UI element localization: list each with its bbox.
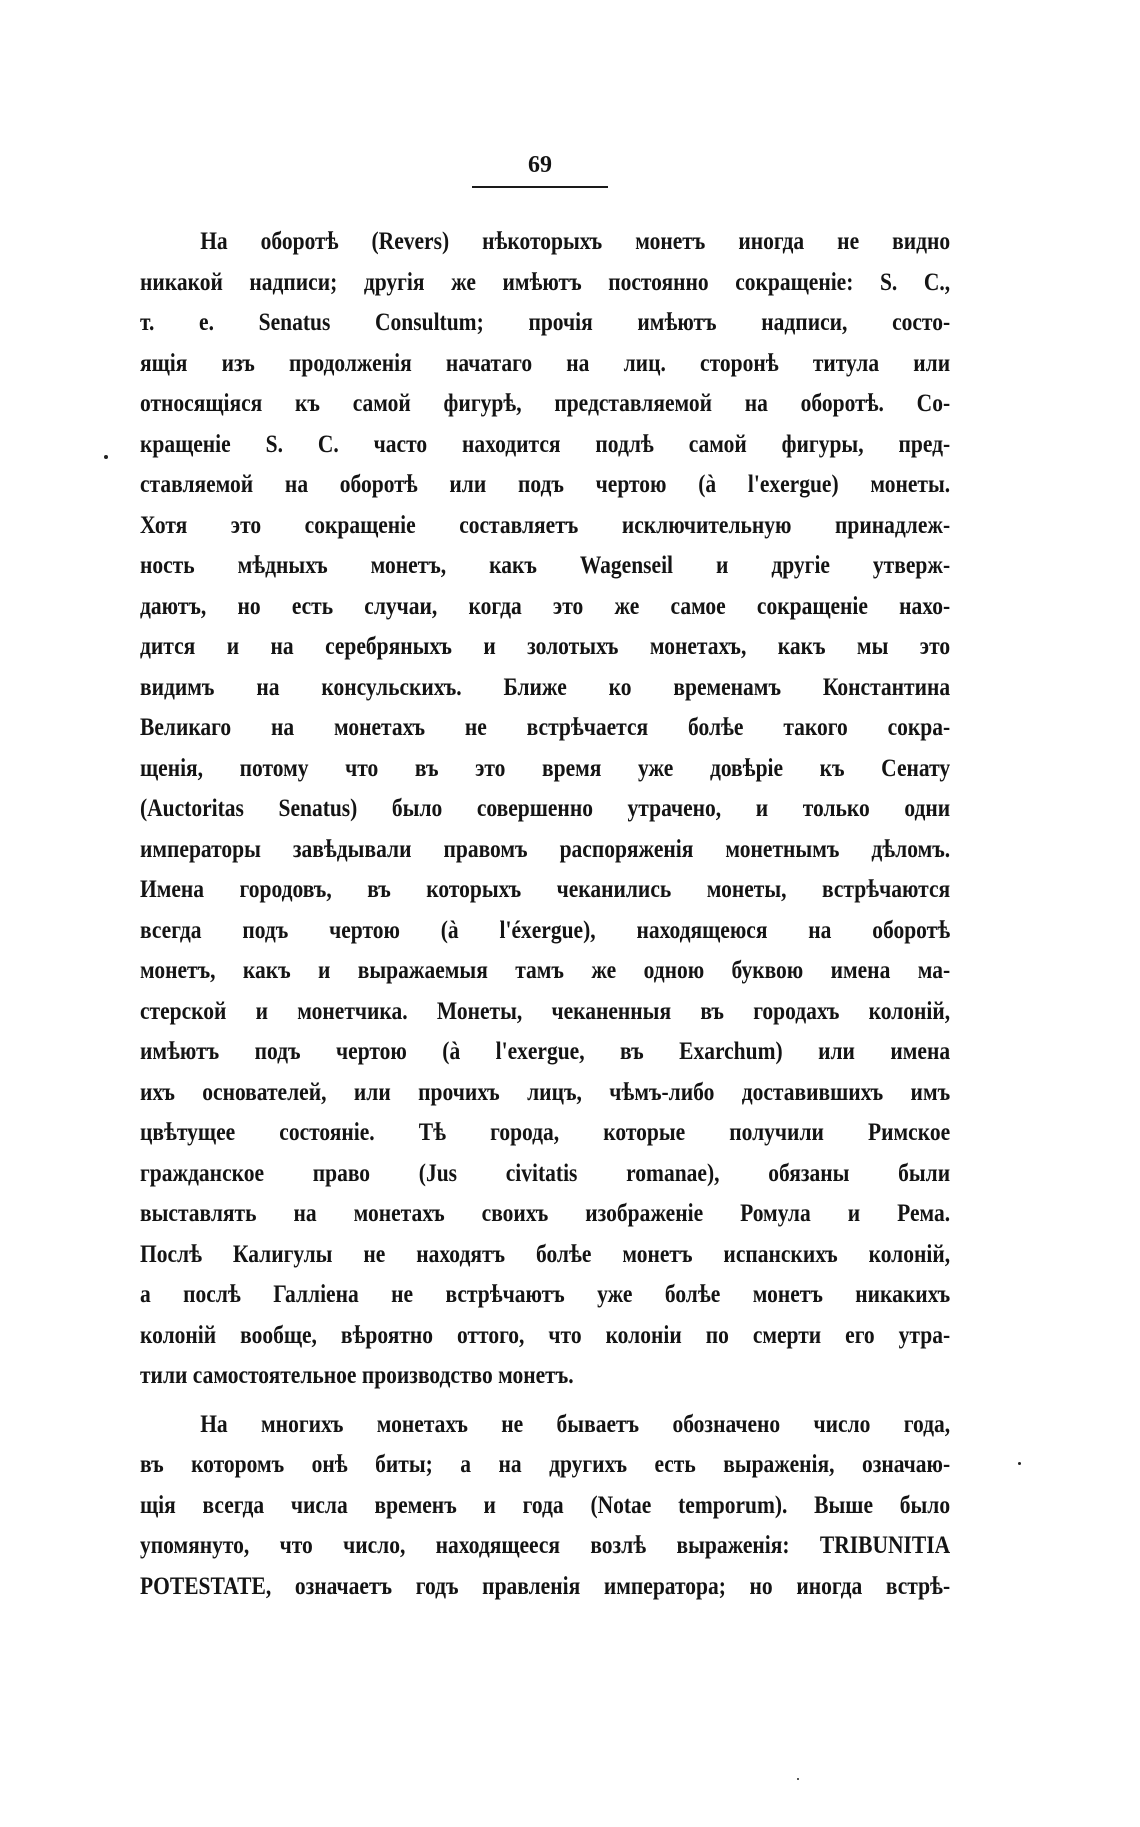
text-line: ставляемой на оборотѣ или подъ чертою (à l'exergue) монеты. bbox=[140, 471, 951, 498]
text-line: относящіяся къ самой фигурѣ, представляемой на оборотѣ. Со- bbox=[140, 390, 951, 417]
scan-speck bbox=[797, 1778, 799, 1780]
text-line: никакой надписи; другія же имѣютъ постоянно сокращеніе: S. C., bbox=[140, 268, 951, 296]
text-line: дится и на серебряныхъ и золотыхъ монетахъ, какъ мы это bbox=[140, 633, 951, 660]
text-line: колоній вообще, вѣроятно оттого, что колоніи по смерти его утра- bbox=[140, 1321, 951, 1349]
body-text bbox=[140, 222, 950, 1607]
paragraph-gap bbox=[140, 1397, 950, 1405]
text-line: выставлять на монетахъ своихъ изображеніе Ромула и Рема. bbox=[140, 1200, 951, 1227]
paragraph-2 bbox=[140, 1405, 950, 1608]
paragraph-1 bbox=[140, 222, 950, 1397]
text-line: Великаго на монетахъ не встрѣчается болѣе такого сокра- bbox=[140, 714, 951, 741]
text-line: въ которомъ онѣ биты; а на другихъ есть выраженія, означаю- bbox=[140, 1451, 951, 1478]
text-line: гражданское право (Jus civitatis romanae), обязаны были bbox=[140, 1159, 951, 1187]
page-number: 69 bbox=[528, 152, 552, 178]
text-line: щенія, потому что въ это время уже довѣріе къ Сенату bbox=[140, 754, 951, 782]
text-line: а послѣ Галліена не встрѣчаютъ уже болѣе монетъ никакихъ bbox=[140, 1281, 951, 1308]
text-line: упомянуто, что число, находящееся возлѣ выраженія: TRIBUNITIA bbox=[140, 1532, 951, 1559]
text-line: всегда подъ чертою (à l'éxergue), находящеюся на оборотѣ bbox=[140, 916, 951, 944]
scan-speck bbox=[104, 455, 108, 459]
text-line: видимъ на консульскихъ. Ближе ко временамъ Константина bbox=[140, 673, 951, 701]
text-line: На оборотѣ (Revers) нѣкоторыхъ монетъ иногда не видно bbox=[200, 228, 951, 255]
scan-speck bbox=[1018, 1462, 1021, 1465]
text-line: (Auctoritas Senatus) было совершенно утрачено, и только одни bbox=[140, 795, 951, 822]
text-line: кращеніе S. C. часто находится подлѣ самой фигуры, пред- bbox=[140, 430, 951, 458]
text-line: Имена городовъ, въ которыхъ чеканились монеты, встрѣчаются bbox=[140, 876, 951, 903]
text-line: ность мѣдныхъ монетъ, какъ Wagenseil и другіе утверж- bbox=[140, 552, 951, 579]
header-rule bbox=[472, 186, 608, 188]
text-line: POTESTATE, означаетъ годъ правленія императора; но иногда встрѣ- bbox=[140, 1572, 951, 1600]
text-line: имѣютъ подъ чертою (à l'exergue, въ Exarchum) или имена bbox=[140, 1038, 951, 1065]
text-line: даютъ, но есть случаи, когда это же самое сокращеніе нахо- bbox=[140, 592, 951, 620]
text-line: монетъ, какъ и выражаемыя тамъ же одною буквою имена ма- bbox=[140, 957, 951, 984]
text-line: цвѣтущее состояніе. Тѣ города, которые получили Римское bbox=[140, 1119, 951, 1146]
text-line: ихъ основателей, или прочихъ лицъ, чѣмъ-либо доставившихъ имъ bbox=[140, 1078, 951, 1106]
text-line: На многихъ монетахъ не бываетъ обозначено число года, bbox=[200, 1410, 951, 1438]
text-line: стерской и монетчика. Монеты, чеканенныя въ городахъ колоній, bbox=[140, 997, 951, 1025]
text-line: Хотя это сокращеніе составляетъ исключительную принадлеж- bbox=[140, 511, 951, 539]
text-line: тили самостоятельное производство монетъ. bbox=[140, 1362, 574, 1389]
text-line: ящія изъ продолженія начатаго на лиц. сторонѣ титула или bbox=[140, 349, 951, 377]
text-line: т. е. Senatus Consultum; прочія имѣютъ надписи, состо- bbox=[140, 309, 951, 336]
text-line: императоры завѣдывали правомъ распоряженія монетнымъ дѣломъ. bbox=[140, 835, 951, 863]
text-line: щія всегда числа временъ и года (Notae temporum). Выше было bbox=[140, 1491, 951, 1519]
text-line: Послѣ Калигулы не находятъ болѣе монетъ испанскихъ колоній, bbox=[140, 1240, 951, 1268]
